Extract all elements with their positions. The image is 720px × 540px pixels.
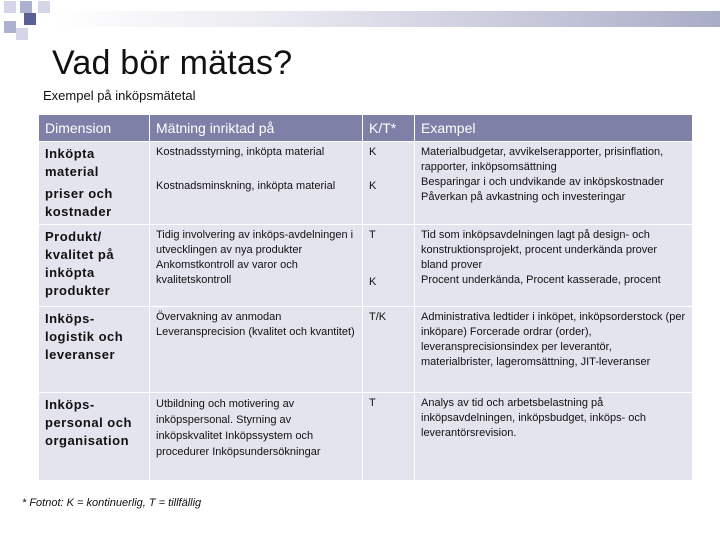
measure-cell [150,225,363,307]
slide-subtitle: Exempel på inköpsmätetal [43,88,196,103]
kt-text-a: T [369,229,376,241]
measure-text-a: Kostnadsstyrning, inköpta material [156,146,325,158]
dimension-cell: Inköps-personal och organisation [39,393,150,481]
decor-square [38,1,50,13]
decor-square [4,21,16,33]
dimension-cell: Inköps-logistik och leveranser [39,307,150,393]
measure-cell: Övervakning av anmodan Leveransprecision (kvalitet och kvantitet) [150,307,363,393]
header-measure: Mätning inriktad på [150,115,363,142]
kt-text-b: K [369,276,377,288]
metrics-table [38,114,693,481]
table-header-row [39,115,693,142]
example-text-a: Materialbudgetar, avvikelserapporter, prisinflation, rapporter, inköpsomsättning [421,146,664,173]
footnote: * Fotnot: K = kontinuerlig, T = tillfällig [22,497,202,509]
gradient-band [56,11,720,27]
kt-cell [363,225,415,307]
example-cell [415,225,693,307]
slide-title: Vad bör mätas? [52,44,293,82]
table-row [39,142,693,225]
dimension-cell: Produkt/ kvalitet på inköpta produkter [39,225,150,307]
dimension-cell [39,142,150,225]
example-cell [415,142,693,225]
decor-square [4,1,16,13]
decor-square [16,28,28,40]
example-cell: Analys av tid och arbetsbelastning på inköpsavdelningen, inköpsbudget, inköps- och leverantörsrevision. [415,393,693,481]
kt-cell [363,142,415,225]
kt-text-b: K [369,180,377,192]
title-decoration [0,0,720,40]
measure-text-a: Tidig involvering av inköps-avdelningen i utvecklingen av nya produkter [156,229,354,256]
example-text-b: Procent underkända, Procent kasserade, procent [421,274,661,286]
header-example: Exampel [415,115,693,142]
example-text-b: Besparingar i och undvikande av inköpskostnader Påverkan på avkastning och investeringar [421,176,664,203]
kt-cell: T [363,393,415,481]
decor-square [24,13,36,25]
kt-cell: T/K [363,307,415,393]
header-dimension: Dimension [39,115,150,142]
table-row [39,307,693,393]
measure-text-b: Ankomstkontroll av varor och kvalitetskontroll [156,259,298,286]
example-text-a: Tid som inköpsavdelningen lagt på design- och konstruktionsprojekt, procent underkända prover bland prover [421,229,658,271]
kt-text-a: K [369,146,377,158]
example-cell: Administrativa ledtider i inköpet, inköpsorderstock (per inköpare) Forcerade ordrar (order), leveransprecisionsindex per leverantör, materialbrister, lageromsättning, JIT-leveranser [415,307,693,393]
header-kt: K/T* [363,115,415,142]
table-row [39,393,693,481]
measure-cell: Utbildning och motivering av inköpspersonal. Styrning av inköpskvalitet Inköpssystem och procedurer Inköpsundersökningar [150,393,363,481]
dimension-text-a: Inköpta material [45,146,99,179]
measure-text-b: Kostnadsminskning, inköpta material [156,180,336,192]
measure-cell [150,142,363,225]
decor-square [20,1,32,13]
table-row [39,225,693,307]
dimension-text-b: priser och kostnader [45,186,113,219]
